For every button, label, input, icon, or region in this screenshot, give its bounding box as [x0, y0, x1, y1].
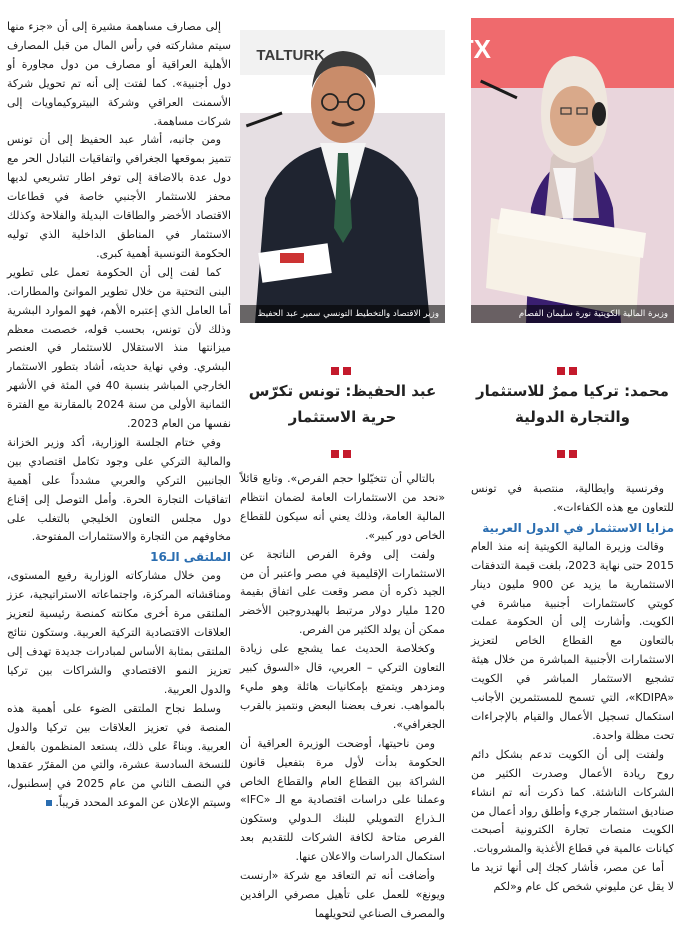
headline-marker-top [555, 360, 579, 370]
paragraph: ولفت إلى وفرة الفرص الناتجة عن الاستثمارات الإقليمية في مصر واعتبر أن من الجيد ذكره أن مصر وقعت على اتفاق بقيمة 120 مليار دولار مرتبط بالهيدروجين الأخضر ممكن أن يولد الكثير من الفرص. [240, 547, 445, 637]
headline-line: عبد الحفيظ: تونس تكرّس [248, 382, 437, 400]
article-column-left [7, 18, 231, 813]
backdrop-text: TX [457, 34, 491, 64]
section-subhead: مزايا الاستثمار في الدول العربية [482, 520, 674, 535]
photo-caption: وزير الاقتصاد والتخطيط التونسي سمير عبد الحفيظ [240, 305, 445, 323]
article-column-right [471, 480, 674, 897]
paragraph: ومن خلال مشاركاته الوزارية رفيع المستوى، ومناقشاته المركزة، واجتماعاته الاستراتيجية، عزز الملتقى مرة أخرى مكانته كمنصة رئيسية لتعزيز العلاقات الاقتصادية التركية العربية. وستكون نتائج الملتقى بمثابة الأساس لمبادرات جديدة تهدف إلى تعزيز النمو الاقتصادي والشراكات بين تركيا والدول العربية. [7, 569, 231, 696]
paragraph: أما عن مصر، فأشار كجك إلى أنها تزيد ما لا يقل عن مليوني شخص كل عام و«لكم [471, 861, 674, 894]
photo-tunisia-minister [240, 18, 445, 323]
portrait-woman-image [457, 18, 674, 323]
backdrop-text: TALTURK [256, 47, 325, 64]
photo-kuwait-minister [457, 18, 674, 323]
paragraph: كما لفت إلى أن الحكومة تعمل على تطوير البنى التحتية من خلال تطوير الموانئ والمطارات. أما العامل الذي إعتبره الأهم، فهو الموارد البشرية وذلك لأن تونس، بحسب قوله، خصصت معظم ميزانتها منذ الاستقلال للاستثمار في العنصر البشري. وفي نهاية حديثه، أشاد بتطور الاستثمار الخارجي المباشر بنسبة 40 في المئة في الأشهر الثمانية الأولى من سنة 2024 بالمقارنة مع الفترة نفسها من العام 2023. [7, 265, 232, 431]
paragraph: ومن ناحيتها، أوضحت الوزيرة العراقية أن الحكومة بدأت لأول مرة بتفعيل قانون الشراكة بين القطاع العام والقطاع الخاص وعملنا على دراسات اقتصادية مع الـ «IFC» الـذراع التمويلي للبنك الـدولي وستكون الفرص متاحة لكافة الشركات للتقديم بعد استكمال الدراسات والاعلان عنها. [240, 736, 445, 864]
paragraph: وكخلاصة الحديث عما يشجع على زيادة التعاون التركي – العربي، قال «السوق كبير ومزدهر ويتمتع بإمكانيات هائلة وهو مليء بالمواهب. نعرف بعضنا البعض ونتميز بالقرب الجغرافي». [240, 642, 445, 731]
section-subhead: الملتقى الـ16 [150, 550, 231, 565]
paragraph: وفي ختام الجلسة الوزارية، أكد وزير الخزانة والمالية التركي على وجود تكامل اقتصادي بين الجانبين التركي والعربي مشدداً على أهمية اتفاقيات التجارة الحرة. وأمل التوصل إلى إقناع دول مجلس التعاون الخليجي بالتغلب على مخاوفهم من التجارة والاستثمارات المفتوحة. [7, 435, 231, 544]
paragraph [7, 700, 231, 813]
paragraph: بالتالي أن تتخيّلوا حجم الفرص». وتابع قائلاً «نحد من الاستثمارات العامة لضمان انتظام المالية العامة، وذلك يعني أنه سيكون للقطاع الخاص دور كبير». [240, 472, 445, 542]
photo-caption: وزيرة المالية الكويتية نورة سليمان الفصام [471, 305, 674, 323]
headline-marker-bottom [555, 443, 579, 453]
headline-line: حرية الاستثمار [288, 408, 397, 426]
paragraph: ومن جانبه، أشار عبد الحفيظ إلى أن تونس تتميز بموقعها الجغرافي واتفاقيات التبادل الحر مع دول عدة بالاضافة إلى توفر اطار تشريعي لديها محفز للاستثمار الأجنبي خاصة في قطاعات الاقتصاد الأخضر والطاقات البديلة والفلاحة وكذلك الاستثمار في المناطق الداخلية الذي توليه الحكومة التونسية أهمية كبرى. [7, 133, 231, 260]
paragraph: وقالت وزيرة المالية الكويتية إنه منذ العام 2015 حتى نهاية 2023، بلغت قيمة التدفقات الاستثمارية ما يزيد عن 900 مليون دينار كويتي كاستثمارات أجنبية مباشرة في الكويت. وأشارت إلى أن الحكومة عملت بالتعاون مع القطاع الخاص لتعزيز الاستثمارات الأجنبية المباشرة من خلال هيئة تشجيع الاستثمار المباشر في الكويت «KDIPA»، التي تسمح للمستثمرين الأجانب استكمال تسجيل الأعمال والقيام بالإجراءات تحت مظلة واحدة. [471, 539, 674, 742]
paragraph: وأضافت أنه تم التعاقد مع شركة «ارنست ويونغ» للعمل على تأهيل مصرفي الرافدين والمصرف الصناعي لتحويلهما [240, 869, 445, 920]
paragraph: ولفتت إلى أن الكويت تدعم بشكل دائم روح ريادة الأعمال وصدرت الكثير من الشركات الناشئة. كما ذكرت أنه تم انشاء صناديق استثمار جريء وأطلق رواد أعمال من الكويت منصات تجارة الكترونية أصبحت كيانات عالمية في قطاع الأغذية والمشروبات. [471, 747, 674, 856]
portrait-man-image [240, 18, 445, 323]
end-mark-icon [46, 800, 52, 806]
headline-marker-bottom [329, 443, 353, 453]
paragraph: وفرنسية وايطالية، منتصبة في تونس للتعاون مع هذه الكفاءات». [471, 482, 674, 514]
paragraph-text: وسلط نجاح الملتقى الضوء على أهمية هذه المنصة في تعزيز العلاقات بين تركيا والدول العربية. وبناءً على ذلك، يستعد المنظمون بالفعل للنسخة السادسة عشرة، والتي من المقرّر عقدها في النصف الثاني من عام 2025 في إسطنبول، وسيتم الإعلان عن الموعد المحدد قريباً. [7, 701, 231, 810]
paragraph: إلى مصارف مساهمة مشيرة إلى أن «جزء منها سيتم مشاركته في رأس المال من قبل المصارف الأهلية العراقية أو مصارف من دول مجاورة أو دول أجنبية». كما لفتت إلى أنه تم تحويل شركة الأسمنت العراقي وشركة البيتروكيماويات إلى شركات مساهمة. [7, 20, 231, 128]
headline-line: محمد: تركيا ممرٌ للاستثمار [476, 382, 669, 400]
headline-marker-top [329, 360, 353, 370]
headline-line: والتجارة الدولية [515, 408, 630, 426]
headline-tunisia [240, 378, 445, 430]
article-column-middle [240, 470, 445, 924]
headline-turkey [471, 378, 674, 430]
